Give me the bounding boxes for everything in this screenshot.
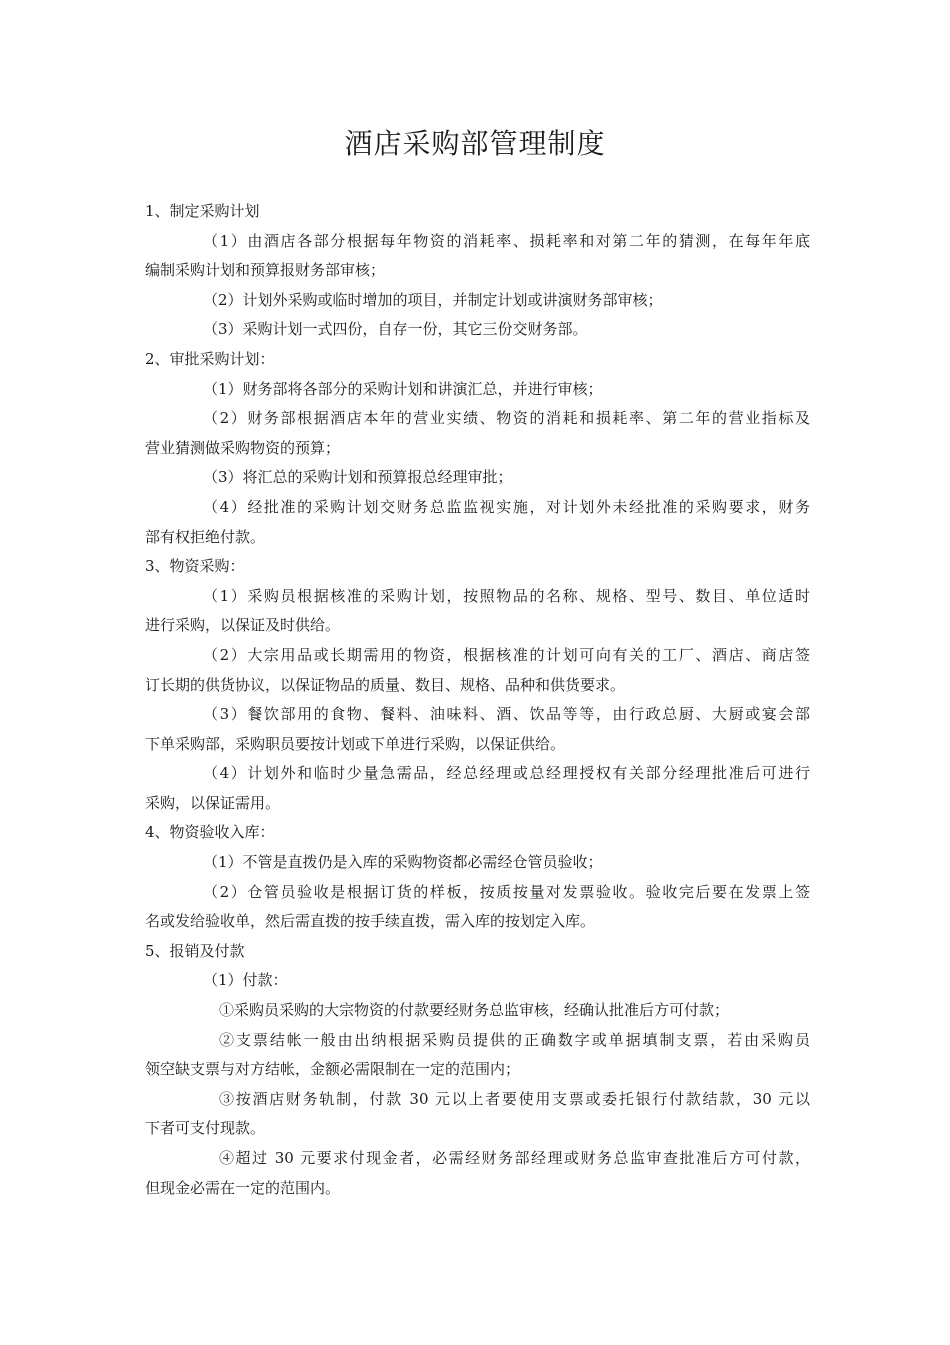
paragraph-line: 订长期的供货协议，以保证物品的质量、数目、规格、品种和供货要求。 (145, 675, 626, 694)
paragraph-line: 部有权拒绝付款。 (145, 527, 266, 546)
paragraph-line: 领空缺支票与对方结帐，金额必需限制在一定的范围内； (145, 1060, 521, 1079)
section-heading: 3、物资采购： (145, 557, 245, 576)
document-title: 酒店采购部管理制度 (344, 127, 606, 160)
paragraph-line: （2）仓管员验收是根据订货的样板，按质按量对发票验收。验收完后要在发票上签 (203, 882, 810, 901)
paragraph-line: 名或发给验收单，然后需直拨的按手续直拨，需入库的按划定入库。 (145, 912, 596, 931)
paragraph-line: （1）采购员根据核准的采购计划，按照物品的名称、规格、型号、数目、单位适时 (203, 586, 810, 605)
paragraph-line: （1）财务部将各部分的采购计划和讲演汇总，并进行审核； (203, 379, 603, 398)
document-body (145, 197, 810, 1203)
paragraph-line: （1）由酒店各部分根据每年物资的消耗率、损耗率和对第二年的猜测，在每年年底 (203, 231, 810, 250)
paragraph-line: （2）大宗用品或长期需用的物资，根据核准的计划可向有关的工厂、酒店、商店签 (203, 645, 810, 664)
paragraph-line: 但现金必需在一定的范围内。 (145, 1178, 341, 1197)
paragraph-line: （4）计划外和临时少量急需品，经总经理或总经理授权有关部分经理批准后可进行 (203, 764, 810, 783)
section-heading: 2、审批采购计划： (145, 349, 275, 368)
paragraph-line: （4）经批准的采购计划交财务总监监视实施，对计划外未经批准的采购要求，财务 (203, 497, 810, 516)
paragraph-line: 编制采购计划和预算报财务部审核； (145, 261, 386, 280)
paragraph-line: （2）计划外采购或临时增加的项目，并制定计划或讲演财务部审核； (203, 290, 663, 309)
section-heading: 4、物资验收入库： (145, 823, 275, 842)
section-heading: 5、报销及付款 (145, 941, 245, 960)
paragraph-line: 采购，以保证需用。 (145, 793, 281, 812)
paragraph-line: 下单采购部，采购职员要按计划或下单进行采购，以保证供给。 (145, 734, 566, 753)
paragraph-line: （1）不管是直拨仍是入库的采购物资都必需经仓管员验收； (203, 853, 603, 872)
paragraph-line: 进行采购，以保证及时供给。 (145, 616, 341, 635)
paragraph-line: ①采购员采购的大宗物资的付款要经财务总监审核，经确认批准后方可付款； (219, 1001, 730, 1020)
paragraph-line: ③按酒店财务轨制，付款 30 元以上者要使用支票或委托银行付款结款，30 元以 (219, 1089, 810, 1108)
paragraph-line: （3）将汇总的采购计划和预算报总经理审批； (203, 468, 513, 487)
section-heading: 1、制定采购计划 (145, 202, 260, 220)
paragraph-line: ④超过 30 元要求付现金者，必需经财务部经理或财务总监审查批准后方可付款， (219, 1149, 810, 1167)
paragraph-line: 下者可支付现款。 (145, 1119, 266, 1138)
paragraph-line: （2）财务部根据酒店本年的营业实绩、物资的消耗和损耗率、第二年的营业指标及 (203, 409, 810, 428)
paragraph-line: ②支票结帐一般由出纳根据采购员提供的正确数字或单据填制支票，若由采购员 (219, 1030, 810, 1049)
paragraph-line: （1）付款： (203, 971, 288, 990)
paragraph-line: 营业猜测做采购物资的预算； (145, 438, 341, 457)
paragraph-line: （3）餐饮部用的食物、餐料、油味料、酒、饮品等等，由行政总厨、大厨或宴会部 (203, 705, 810, 724)
paragraph-line: （3）采购计划一式四份，自存一份，其它三份交财务部。 (203, 320, 588, 339)
